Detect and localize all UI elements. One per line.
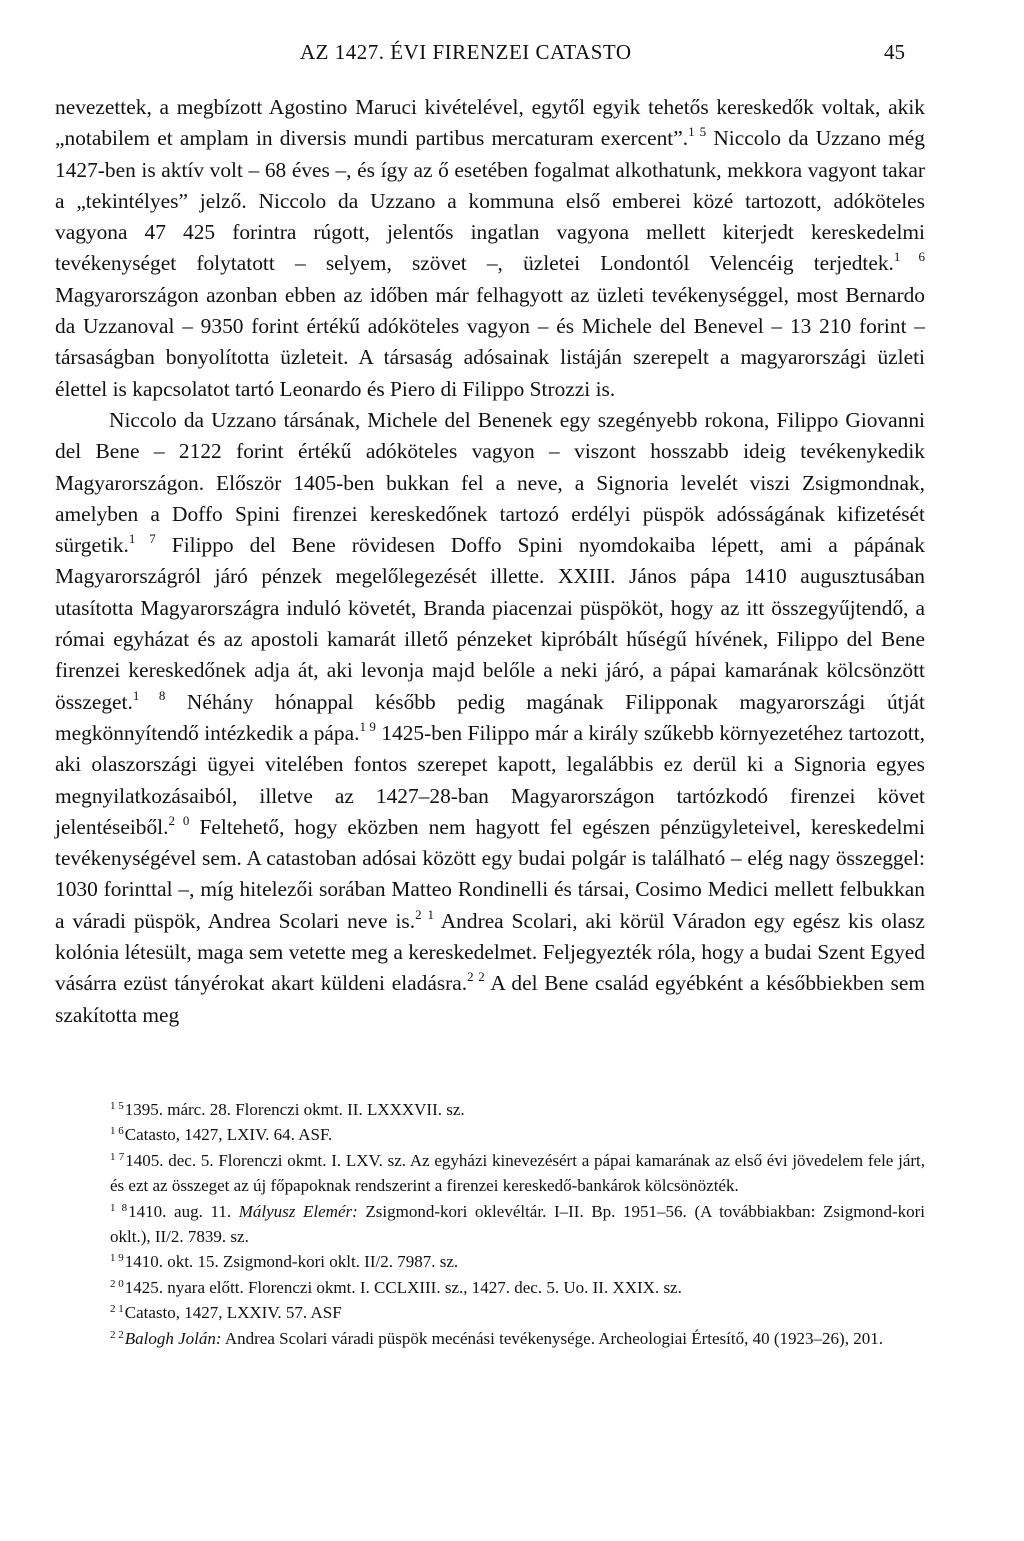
footnote-number: 1 7	[110, 1150, 125, 1163]
footnote-text: Catasto, 1427, LXXIV. 57. ASF	[124, 1303, 342, 1323]
text-run: Magyarországon azonban ebben az időben már felhagyott az üzleti tevékenységgel, most Bernardo da Uzzanoval – 9350 forint értékű adóköteles vagyon – és Michele del Benevel – 13 210 forint – társaságban bonyolította üzleteit. A társaság adósainak listáján szerepelt a magyarországi üzleti élettel is kapcsolatot tartó Leonardo és Piero di Filippo Strozzi is.	[55, 282, 925, 401]
footnote	[110, 1097, 925, 1122]
footnote-number: 1 9	[110, 1252, 124, 1265]
footnote-text: 1425. nyara előtt. Florenczi okmt. I. CCLXIII. sz., 1427. dec. 5. Uo. II. XXIX. sz.	[124, 1277, 682, 1297]
footnote-text: 1405. dec. 5. Florenczi okmt. I. LXV. sz. Az egyházi kinevezésért a pápai kamarának az első évi jövedelem fele járt, és ezt az összeget az új főpapoknak rendszerint a firenzei kereskedő-bankárok kölcsönözték.	[110, 1150, 925, 1196]
footnote-ref: 2 0	[168, 812, 190, 828]
main-text	[55, 92, 925, 1031]
text-run: Feltehető, hogy eközben nem hagyott fel egészen pénzügyleteivel, kereskedelmi tevékenységével sem. A catastoban adósai között egy budai polgár is található – elég nagy összeggel: 1030 forinttal –, míg hitelezői sorában Matteo Rondinelli és társai, Cosimo Medici mellett felbukkan a váradi püspök, Andrea Scolari neve is.	[55, 814, 925, 933]
footnote	[110, 1275, 925, 1300]
footnote-number: 1 8	[110, 1201, 128, 1214]
footnote	[110, 1122, 925, 1147]
text-run: 1425-ben Filippo már a király szűkebb környezetéhez tartozott, aki olaszországi ügyei vitelében fontos szerepet kapott, legalábbis ez derül ki a Signoria egyes megnyilatkozásaiból, illetve az 1427–28-ban Magyarországon tartózkodó firenzei követ jelentéseiből.	[55, 720, 925, 839]
running-title: AZ 1427. ÉVI FIRENZEI CATASTO	[300, 40, 632, 64]
footnote-text: Andrea Scolari váradi püspök mecénási tevékenysége. Archeologiai Értesítő, 40 (1923–26), 201.	[221, 1328, 883, 1348]
footnote-author: Balogh Jolán:	[124, 1328, 222, 1348]
footnote-number: 1 6	[110, 1125, 124, 1138]
footnote	[110, 1300, 925, 1325]
footnote-text: 1395. márc. 28. Florenczi okmt. II. LXXXVII. sz.	[124, 1100, 465, 1119]
footnote-ref: 1 5	[688, 124, 707, 140]
paragraph	[55, 92, 925, 405]
footnote-text: 1410. aug. 11.	[128, 1201, 239, 1221]
footnote-ref: 1 9	[359, 718, 376, 734]
footnotes	[110, 1097, 925, 1351]
footnote-number: 1 5	[110, 1100, 124, 1112]
footnote-ref: 1 8	[132, 687, 166, 703]
text-run: Niccolo da Uzzano még 1427-ben is aktív volt – 68 éves –, és így az ő esetében fogalmat alkothatunk, mekkora vagyont takar a „tekintélyes” jelző. Niccolo da Uzzano a kommuna első emberei közé tartozott, adóköteles vagyona 47 425 forintra rúgott, jelentős ingatlan vagyona mellett kiterjedt kereskedelmi tevékenységet folytatott – selyem, szövet –, üzletei Londontól Velencéig terjedtek.	[55, 126, 925, 276]
text-run: nevezettek, a megbízott Agostino Maruci kivételével, egytől egyik tehetős kereskedők voltak, akik „notabilem et amplam in diversis mundi partibus mercaturam exercent”.	[55, 95, 925, 151]
footnote	[110, 1249, 925, 1274]
text-run: Niccolo da Uzzano társának, Michele del Benenek egy szegényebb rokona, Filippo Giovanni del Bene – 2122 forint értékű adóköteles vagyon – viszont hosszabb ideig tevékenykedik Magyarországon. Először 1405-ben bukkan fel a neve, a Signoria levelét viszi Zsigmondnak, amelyben a Doffo Spini firenzei kereskedőnek tartozó erdélyi püspök adósságának kifizetését sürgetik.	[55, 407, 925, 558]
footnote	[110, 1199, 925, 1250]
footnote-ref: 1 6	[893, 249, 926, 265]
page-header	[0, 40, 1024, 70]
page-number: 45	[884, 40, 905, 64]
footnote	[110, 1148, 925, 1199]
footnote-author: Mályusz Elemér:	[238, 1201, 358, 1221]
text-run: Andrea Scolari, aki körül Váradon egy egész kis olasz kolónia létesült, maga sem vetette meg a kereskedelmet. Feljegyezték róla, hogy a budai Szent Egyed vásárra ezüst tányérokat akart küldeni eladásra.	[55, 908, 926, 996]
footnote-text: Catasto, 1427, LXIV. 64. ASF.	[124, 1125, 333, 1145]
footnote-number: 2 2	[110, 1328, 124, 1341]
footnote-ref: 2 2	[467, 969, 485, 985]
text-run: Filippo del Bene rövidesen Doffo Spini nyomdokaiba lépett, ami a pápának Magyarországról járó pénzek megelőlegezését illette. XXIII. János pápa 1410 augusztusában utasította Magyarországra induló követét, Branda piacenzai püspököt, hogy az itt összegyűjtendő, a római egyházat és az apostoli kamarát illető pénzeket kipróbált hűségű hívének, Filippo del Bene firenzei kereskedőnek adja át, aki levonja majd belőle a neki járó, a pápai kamarának kölcsönzött összeget.	[55, 533, 925, 714]
footnote-text: Zsigmond-kori oklevéltár. I–II. Bp. 1951–56. (A továbbiakban: Zsigmond-kori oklt.), II/2. 7839. sz.	[110, 1201, 926, 1247]
text-run: Néhány hónappal később pedig magának Filipponak magyarországi útját megkönnyítendő intézkedik a pápa.	[55, 689, 925, 745]
paragraph	[55, 405, 925, 1031]
footnote-number: 2 1	[110, 1303, 124, 1316]
footnote-number: 2 0	[110, 1277, 124, 1290]
footnote	[110, 1326, 925, 1351]
footnote-text: 1410. okt. 15. Zsigmond-kori oklt. II/2. 7987. sz.	[124, 1252, 459, 1272]
text-run: A del Bene család egyébként a későbbiekben sem szakította meg	[55, 971, 925, 1027]
footnote-ref: 2 1	[415, 906, 434, 922]
footnote-ref: 1 7	[128, 531, 156, 547]
